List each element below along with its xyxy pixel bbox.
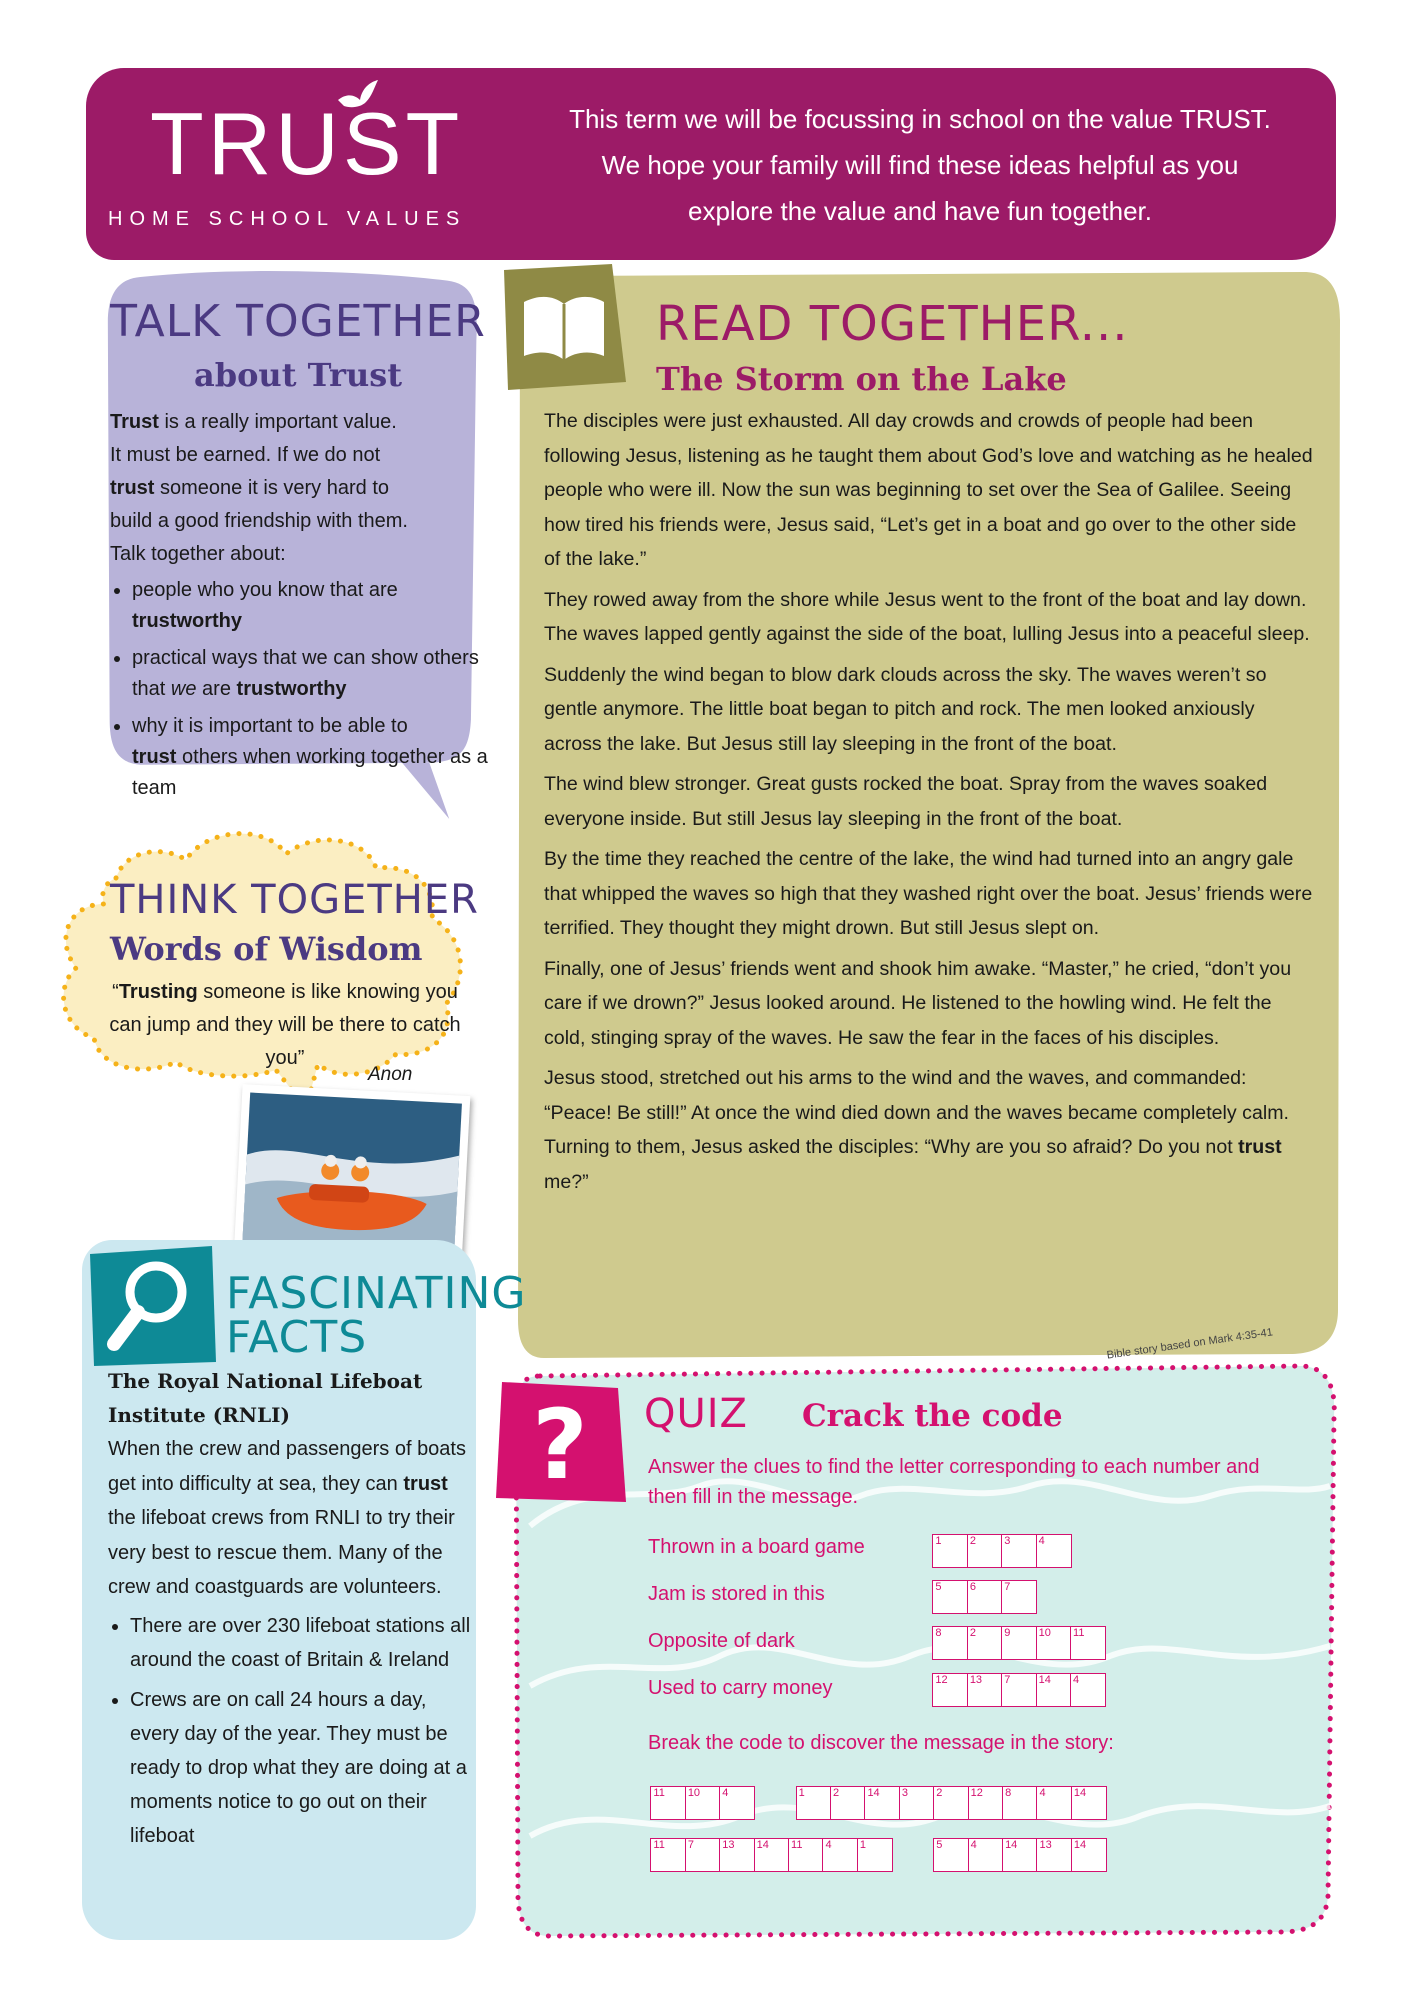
code-cell[interactable] [1071, 1786, 1107, 1820]
cell-number: 3 [1004, 1535, 1011, 1547]
cell-number: 14 [1005, 1839, 1018, 1851]
logo-wordmark: TRUST [150, 94, 464, 193]
quote-author: Anon [368, 1064, 413, 1085]
keyword: Trust [110, 411, 159, 433]
story-credit: Bible story based on Mark 4:35-41 [1105, 1326, 1274, 1362]
quiz-title: QUIZ [644, 1391, 748, 1437]
cell-number: 12 [970, 1787, 983, 1799]
cell-number: 2 [969, 1535, 976, 1547]
intro-line: This term we will be focussing in school on the value TRUST. [569, 104, 1271, 134]
text: people who you know that are [132, 579, 398, 601]
text: practical ways that we can show others that [132, 647, 479, 700]
facts-paragraph [108, 1432, 474, 1605]
cell-number: 12 [935, 1674, 948, 1686]
code-cell[interactable] [932, 1673, 968, 1707]
cell-number: 8 [935, 1627, 942, 1639]
cell-number: 11 [1073, 1627, 1085, 1639]
talk-prompt: Talk together about: [110, 543, 286, 565]
keyword: trust [403, 1472, 448, 1495]
cell-number: 4 [825, 1839, 832, 1851]
cell-number: 4 [1073, 1674, 1080, 1686]
talk-subtitle: about Trust [193, 356, 403, 394]
cell-number: 4 [722, 1787, 729, 1799]
emphasis: we [170, 678, 197, 700]
code-cell[interactable] [1001, 1580, 1037, 1614]
logo-subtitle: HOME SCHOOL VALUES [108, 208, 467, 230]
cell-number: 13 [969, 1674, 983, 1686]
code-cell[interactable] [1036, 1838, 1072, 1872]
code-cell[interactable] [719, 1838, 755, 1872]
intro-text [520, 96, 1320, 234]
story-paragraph: Suddenly the wind began to blow dark clouds across the sky. The waves weren’t so gentle anymore. The little boat began to pitch and rock. The men looked anxiously across the lake. But Jesus still lay sleeping in the front of the boat. [544, 663, 1267, 755]
cell-number: 11 [653, 1787, 665, 1799]
code-cell[interactable] [1002, 1786, 1038, 1820]
cell-number: 6 [969, 1581, 976, 1593]
cell-number: 7 [1004, 1581, 1011, 1593]
facts-list [108, 1609, 474, 1853]
facts-title-line: FACTS [226, 1312, 368, 1363]
read-title: READ TOGETHER... [656, 296, 1129, 352]
cell-number: 1 [859, 1839, 866, 1851]
facts-title-line: FASCINATING [226, 1268, 527, 1319]
magnifying-glass-icon [84, 1244, 220, 1368]
code-cell[interactable] [822, 1838, 858, 1872]
cell-number: 4 [970, 1839, 977, 1851]
code-cell[interactable] [1070, 1673, 1106, 1707]
code-cell[interactable] [932, 1534, 968, 1568]
code-cell[interactable] [1070, 1626, 1106, 1660]
clue-label: Opposite of dark [648, 1630, 795, 1652]
list-item: • Crews are on call 24 hours a day, every day of the year. They must be ready to drop what they are doing at a moments notice to go out on their lifeboat [130, 1683, 474, 1853]
story-paragraph: They rowed away from the shore while Jesus went to the front of the boat and lay down. The waves lapped gently against the side of the boat, lulling Jesus into a peaceful sleep. [544, 588, 1310, 645]
code-cell[interactable] [864, 1786, 900, 1820]
code-cell[interactable] [650, 1786, 686, 1820]
text: Jesus stood, stretched out his arms to the wind and the waves, and commanded: “Peace! Be still!” At once the wind died down and the waves became completely calm. Turning to them, Jesus asked the disciples: “Why are you so afraid? Do you not [544, 1067, 1289, 1158]
text: is a really important value. [158, 411, 397, 433]
break-code-label: Break the code to discover the message in the story: [648, 1732, 1114, 1754]
code-cell[interactable] [650, 1838, 686, 1872]
text: someone is like knowing you can jump and they will be there to catch you” [109, 981, 461, 1069]
cell-number: 5 [936, 1839, 943, 1851]
list-item [132, 575, 490, 637]
cell-number: 8 [1005, 1787, 1012, 1799]
code-cell[interactable] [933, 1838, 969, 1872]
talk-title: TALK TOGETHER [110, 296, 486, 347]
code-cell[interactable] [1036, 1626, 1072, 1660]
text: the lifeboat crews from RNLI to try their very best to rescue them. Many of the crew and coastguards are volunteers. [108, 1507, 455, 1598]
cell-number: 11 [653, 1839, 665, 1851]
facts-heading: The Royal National Lifeboat Institute (RNLI) [108, 1369, 423, 1427]
facts-body [108, 1364, 474, 1859]
cell-number: 2 [833, 1787, 840, 1799]
think-subtitle: Words of Wisdom [110, 930, 423, 968]
code-cell[interactable] [1001, 1626, 1037, 1660]
cell-number: 10 [1038, 1627, 1051, 1639]
cell-number: 13 [1039, 1839, 1052, 1851]
code-cell[interactable] [899, 1786, 935, 1820]
code-cell[interactable] [933, 1786, 969, 1820]
story-paragraph: Finally, one of Jesus’ friends went and shook him awake. “Master,” he cried, “don’t you care if we drown?” Jesus looked around. He listened to the howling wind. He felt the cold, stinging spray of the waves. He saw the fear in the faces of his disciples. [544, 957, 1292, 1049]
cell-number: 14 [1073, 1839, 1087, 1851]
code-cell[interactable] [967, 1580, 1003, 1614]
code-cell[interactable] [788, 1838, 824, 1872]
code-cell[interactable] [1071, 1838, 1107, 1872]
clue-answer-cells[interactable] [934, 1626, 1106, 1660]
word-gap [755, 1786, 797, 1820]
think-title: THINK TOGETHER [110, 877, 479, 923]
keyword: trust [110, 477, 155, 499]
cell-number: 7 [687, 1839, 694, 1851]
story-paragraph: The disciples were just exhausted. All day crowds and crowds of people had been following Jesus, listening as he taught them about God’s love and watching as he healed people who were ill. Now the sun was beginning to set over the Sea of Galilee. Seeing how tired his friends were, Jesus said, “Let’s get in a boat and go over to the other side of the lake.” [544, 410, 1313, 570]
code-cell[interactable] [1001, 1534, 1037, 1568]
word-gap [893, 1838, 935, 1872]
talk-line: It must be earned. If we do not [110, 444, 381, 466]
cell-number: 14 [867, 1787, 880, 1799]
code-cell[interactable] [1036, 1786, 1072, 1820]
cell-number: 10 [687, 1787, 701, 1799]
clue-label: Used to carry money [648, 1677, 833, 1699]
cell-number: 13 [722, 1839, 735, 1851]
talk-line: build a good friendship with them. [110, 510, 408, 532]
question-mark-icon [494, 1376, 634, 1508]
book-icon [494, 262, 634, 392]
code-cell[interactable] [968, 1786, 1004, 1820]
cell-number: 14 [1073, 1787, 1087, 1799]
cell-number: 2 [936, 1787, 943, 1799]
story-paragraph [544, 1061, 1314, 1199]
code-cell[interactable] [685, 1838, 721, 1872]
quiz-instructions: Answer the clues to find the letter corresponding to each number and then fill in the message. [648, 1456, 1260, 1508]
cell-number: 14 [756, 1839, 769, 1851]
cell-number: 2 [969, 1627, 976, 1639]
code-cell[interactable] [932, 1580, 968, 1614]
talk-list [110, 575, 490, 804]
clue-answer-cells[interactable] [934, 1580, 1037, 1614]
cell-number: 9 [1004, 1627, 1011, 1639]
svg-text:?: ? [532, 1389, 588, 1501]
code-cell[interactable] [967, 1626, 1003, 1660]
talk-body [110, 406, 490, 810]
message-row[interactable] [652, 1838, 1107, 1872]
code-cell[interactable] [685, 1786, 721, 1820]
cell-number: 1 [798, 1787, 805, 1799]
intro-line: explore the value and have fun together. [687, 196, 1152, 226]
cell-number: 5 [935, 1581, 942, 1593]
think-quote [108, 976, 462, 1075]
code-cell[interactable] [1001, 1673, 1037, 1707]
keyword: Trusting [118, 981, 198, 1003]
cell-number: 3 [901, 1787, 908, 1799]
code-cell[interactable] [967, 1534, 1003, 1568]
clue-answer-cells[interactable] [934, 1673, 1106, 1707]
talk-intro [110, 406, 490, 439]
keyword: trustworthy [132, 610, 242, 632]
cell-number: 1 [935, 1535, 942, 1547]
quiz-subtitle: Crack the code [802, 1398, 1063, 1434]
message-row[interactable] [652, 1786, 1107, 1820]
code-cell[interactable] [1036, 1673, 1072, 1707]
story-text [544, 404, 1314, 1205]
facts-title [226, 1268, 527, 1363]
intro-line: We hope your family will find these ideas helpful as you [601, 150, 1239, 180]
text: someone it is very hard to [154, 477, 390, 499]
code-cell[interactable] [719, 1786, 755, 1820]
list-item: • There are over 230 lifeboat stations all around the coast of Britain & Ireland [130, 1609, 474, 1677]
cell-number: 4 [1038, 1535, 1045, 1547]
code-cell[interactable] [857, 1838, 893, 1872]
story-paragraph: The wind blew stronger. Great gusts rocked the boat. Spray from the waves soaked everyone inside. But still Jesus lay sleeping in the front of the boat. [544, 773, 1268, 830]
code-cell[interactable] [754, 1838, 790, 1872]
keyword: trustworthy [236, 678, 347, 700]
code-cell[interactable] [1002, 1838, 1038, 1872]
story-paragraph: By the time they reached the centre of the lake, the wind had turned into an angry gale that whipped the waves so high that they washed right over the boat. Jesus’ friends were terrified. They thought they might drown. But still Jesus slept on. [544, 848, 1313, 939]
text: others when working together as a team [132, 746, 488, 799]
code-cell[interactable] [830, 1786, 866, 1820]
cell-number: 14 [1038, 1674, 1051, 1686]
clue-label: Thrown in a board game [648, 1536, 865, 1558]
code-cell[interactable] [932, 1626, 968, 1660]
cell-number: 7 [1004, 1674, 1011, 1686]
quote-mark: “ [112, 981, 119, 1003]
clue-label: Jam is stored in this [648, 1583, 825, 1605]
talk-line [110, 472, 490, 505]
text: are [196, 678, 237, 700]
code-cell[interactable] [968, 1838, 1004, 1872]
read-subtitle: The Storm on the Lake [656, 360, 1067, 398]
cell-number: 4 [1039, 1787, 1046, 1799]
text: why it is important to be able to [132, 715, 408, 737]
keyword: trust [1238, 1136, 1282, 1158]
clue-answer-cells[interactable] [934, 1534, 1072, 1568]
list-item [132, 643, 490, 705]
text: me?” [544, 1170, 589, 1193]
text: When the crew and passengers of boats get into difficulty at sea, they can [108, 1438, 466, 1495]
list-item [132, 711, 490, 804]
code-cell[interactable] [796, 1786, 832, 1820]
code-cell[interactable] [1036, 1534, 1072, 1568]
code-cell[interactable] [967, 1673, 1003, 1707]
keyword: trust [132, 746, 177, 768]
cell-number: 11 [791, 1839, 803, 1851]
